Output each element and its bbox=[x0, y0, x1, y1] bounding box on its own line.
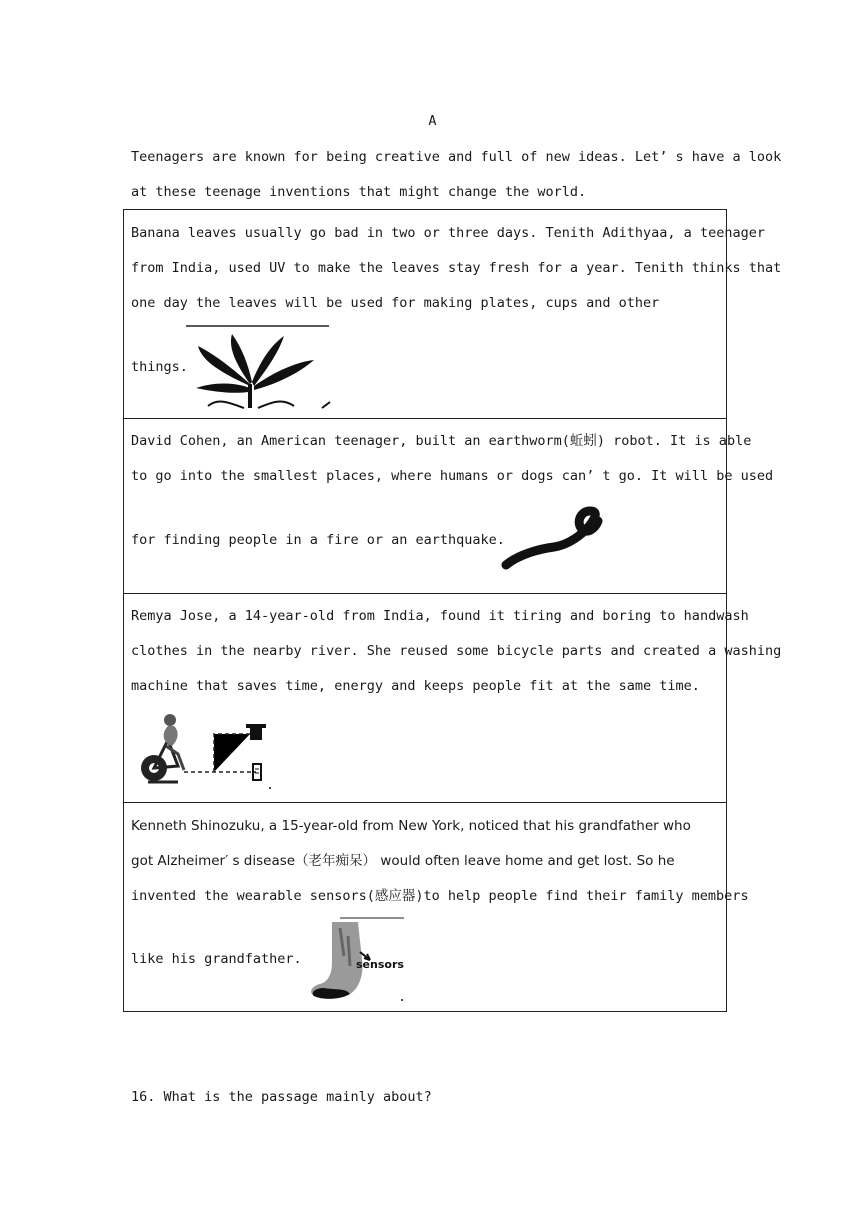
invention-box-banana bbox=[123, 209, 782, 419]
invention-text-end bbox=[131, 942, 720, 977]
text-line: David Cohen, an American teenager, built an earthworm(蚯蚓) robot. It is able bbox=[131, 433, 752, 449]
invention-text-end bbox=[131, 523, 720, 558]
text-line: things. bbox=[131, 359, 188, 375]
question-16: 16. What is the passage mainly about? bbox=[131, 1089, 432, 1105]
invention-text bbox=[131, 424, 774, 494]
text-line: clothes in the nearby river. She reused some bicycle parts and created a washing bbox=[131, 643, 782, 659]
text-line: Kenneth Shinozuku, a 15-year-old from New York, noticed that his grandfather who bbox=[131, 818, 691, 834]
invention-box-earthworm bbox=[123, 419, 774, 594]
invention-text bbox=[131, 216, 782, 321]
sensor-sock-icon bbox=[300, 916, 406, 1002]
text-line: Banana leaves usually go bad in two or three days. Tenith Adithyaa, a teenager bbox=[131, 225, 765, 241]
text-line: to go into the smallest places, where humans or dogs can’ t go. It will be used bbox=[131, 468, 774, 484]
earthworm-robot-icon bbox=[498, 505, 608, 577]
invention-box-washing-machine bbox=[123, 594, 782, 803]
text-line: from India, used UV to make the leaves stay fresh for a year. Tenith thinks that bbox=[131, 260, 782, 276]
intro-line-1: Teenagers are known for being creative and full of new ideas. Let’ s have a look bbox=[131, 149, 782, 165]
invention-text bbox=[131, 599, 782, 704]
text-line: got Alzheimer′ s disease（老年痴呆） would often leave home and get lost. So he bbox=[131, 853, 675, 869]
section-heading: A bbox=[428, 113, 437, 129]
text-line: machine that saves time, energy and keeps people fit at the same time. bbox=[131, 678, 700, 694]
text-line: for finding people in a fire or an earthquake. bbox=[131, 532, 505, 548]
intro-line-2: at these teenage inventions that might change the world. bbox=[131, 184, 587, 200]
sensor-label: sensors bbox=[356, 958, 404, 971]
text-line: one day the leaves will be used for making plates, cups and other bbox=[131, 295, 660, 311]
text-line: invented the wearable sensors(感应器)to help people find their family members bbox=[131, 888, 749, 904]
invention-box-sensors bbox=[123, 803, 749, 1012]
intro-paragraph bbox=[131, 140, 782, 210]
text-line: like his grandfather. bbox=[131, 951, 302, 967]
invention-text bbox=[131, 809, 749, 914]
text-line: Remya Jose, a 14-year-old from India, found it tiring and boring to handwash bbox=[131, 608, 749, 624]
banana-plant-icon bbox=[184, 324, 334, 412]
bicycle-washer-icon bbox=[138, 710, 274, 790]
